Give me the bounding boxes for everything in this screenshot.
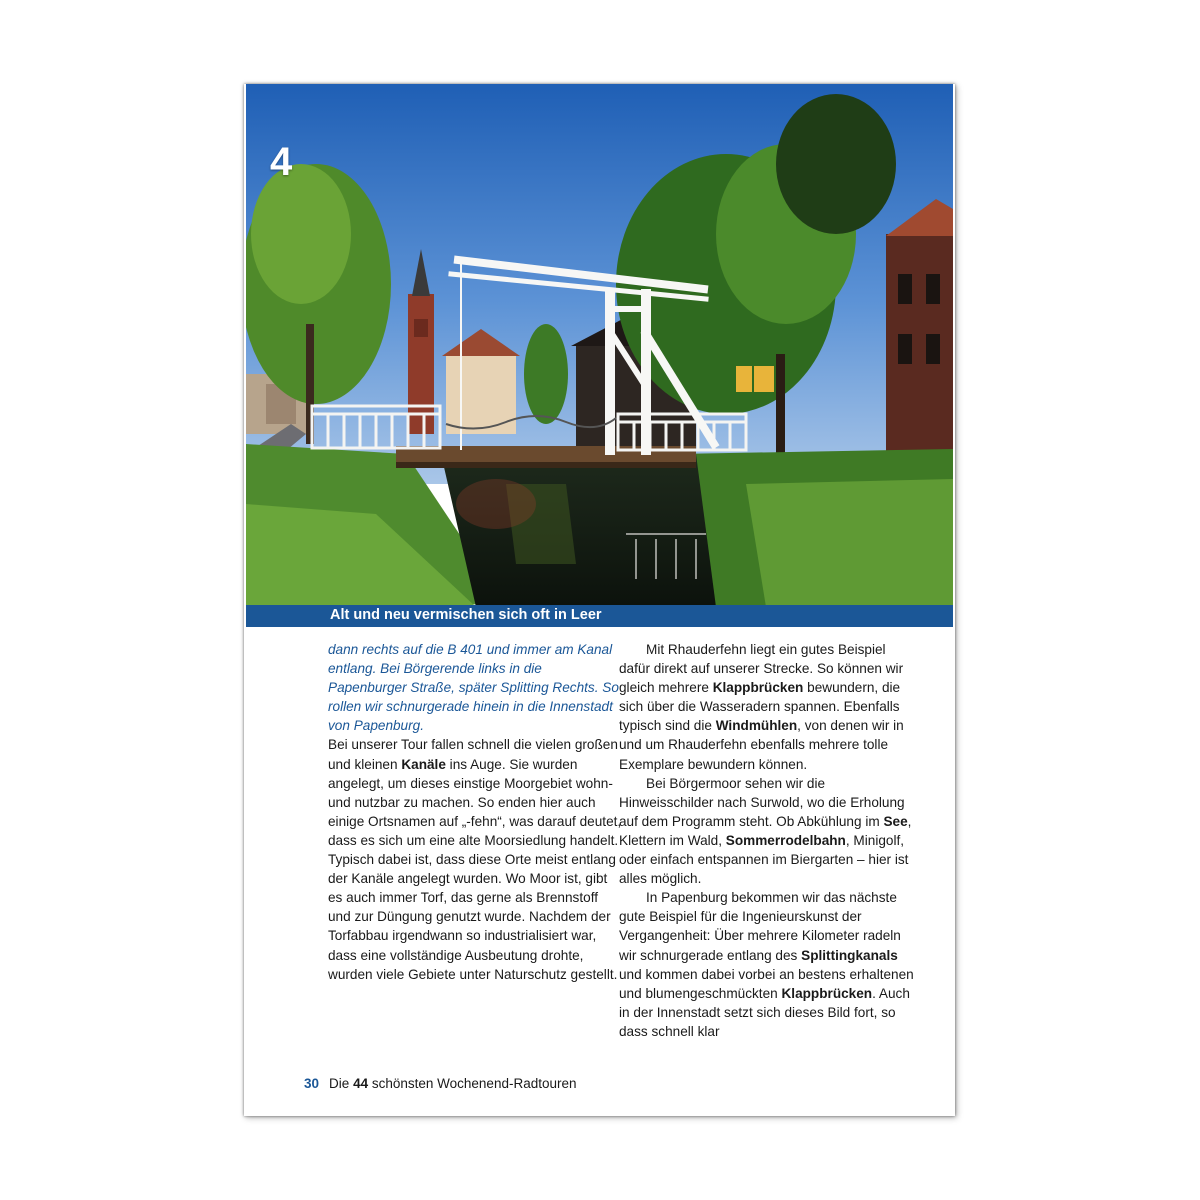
text-run: , Klettern im Wald, (619, 813, 912, 848)
paragraph-boergermoor (619, 774, 917, 889)
text-run-bold: Klappbrücken (712, 680, 804, 696)
text-run-bold: Kanäle (401, 756, 446, 772)
page-number: 30 (304, 1076, 320, 1091)
page-footer (304, 1076, 577, 1091)
text-run: Bei Börgermoor sehen wir die Hinweisschilder nach Surwold, wo die Erholung auf dem Programm steht. Ob Abkühlung im (619, 775, 905, 829)
paragraph-papenburg (619, 888, 917, 1041)
book-page (244, 84, 955, 1116)
footer-title-suffix: schönsten Wochenend-Radtouren (371, 1076, 577, 1091)
text-run: bewundern, die sich über die Wasseradern spannen. Ebenfalls typisch sind die (619, 680, 901, 734)
text-run-bold: Sommerrodelbahn (725, 832, 846, 848)
text-run: Bei unserer Tour fallen schnell die vielen großen und kleinen (328, 737, 618, 772)
paragraph-canals (328, 735, 624, 983)
caption-bar (246, 605, 953, 627)
drawbridge-photo (246, 84, 953, 607)
route-directions: dann rechts auf die B 401 und immer am Kanal entlang. Bei Börgerende links in die Papenburger Straße, später Splitting Rechts. So rollen wir schnurgerade hinein in die Innenstadt von Papenburg. (328, 642, 619, 734)
footer-title-prefix: Die (329, 1076, 350, 1091)
text-run: Mit Rhauderfehn liegt ein gutes Beispiel dafür direkt auf unserer Strecke. So können wir gleich mehrere (619, 642, 904, 696)
tour-number: 4 (270, 140, 293, 184)
text-run: , Minigolf, oder einfach entspannen im Biergarten – hier ist alles möglich. (619, 832, 909, 887)
text-run: ins Auge. Sie wurden angelegt, um dieses einstige Moorgebiet wohn- und nutzbar zu machen. So enden hier auch einige Ortsnamen auf „-fehn“, was darauf deutet, dass es sich um eine alte Moorsiedlung handelt. Typisch dabei ist, dass diese Orte meist entlang der Kanäle angelegt wurden. Wo Moor ist, gibt es auch immer Torf, das gerne als Brennstoff und zur Düngung genutzt wurde. Nachdem der Torfabbau irgendwann so industrialisiert war, dass eine vollständige Ausbeutung drohte, wurden viele Gebiete unter Naturschutz gestellt. (328, 756, 622, 982)
text-run-bold: Klappbrücken (781, 985, 873, 1001)
text-run: In Papenburg bekommen wir das nächste gute Beispiel für die Ingenieurskunst der Vergangenheit: Über mehrere Kilometer radeln wir schnurgerade entlang des (619, 890, 901, 963)
right-column (619, 640, 917, 1041)
footer-title-number: 44 (353, 1076, 369, 1091)
text-run: . Auch in der Innenstadt setzt sich dieses Bild fort, so dass schnell klar (619, 985, 910, 1039)
text-run-bold: See (883, 813, 908, 829)
text-run: und kommen dabei vorbei an bestens erhaltenen und blumengeschmückten (619, 966, 914, 1001)
photo-caption: Alt und neu vermischen sich oft in Leer (330, 607, 602, 623)
paragraph-rhauderfehn (619, 640, 917, 774)
left-column (328, 640, 624, 984)
text-run-bold: Splittingkanals (801, 947, 898, 963)
text-run-bold: Windmühlen (715, 718, 798, 734)
text-run: , von denen wir in und um Rhauderfehn ebenfalls mehrere tolle Exemplare bewundern können. (619, 718, 904, 772)
